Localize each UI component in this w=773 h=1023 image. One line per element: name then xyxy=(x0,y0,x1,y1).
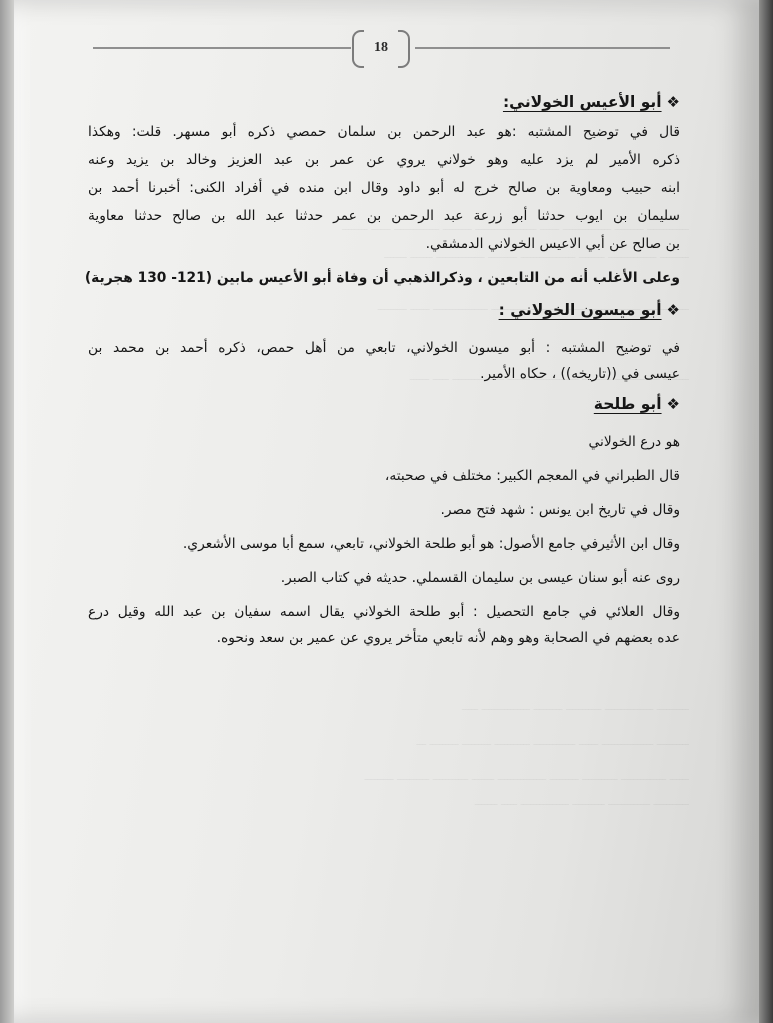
text-line: قال الطبراني في المعجم الكبير: مختلف في صحبته، xyxy=(384,468,680,484)
text-line: بن صالح عن أبي الاعيس الخولاني الدمشقي. xyxy=(425,236,680,252)
bleed-through-text xyxy=(104,770,689,783)
paragraph xyxy=(88,120,680,256)
page-number-frame xyxy=(352,30,410,66)
text-line: ابنه حبيب ومعاوية بن صالح خرج له أبو داود وقال ابن منده في أفراد الكنى: أخبرنا أحمد بن xyxy=(88,180,680,196)
header-rule-right xyxy=(415,47,670,49)
text-line: وعلى الأغلب أنه من التابعين ، وذكرالذهبي أن وفاة أبو الأعيس مابين (121- 130 هجرية) xyxy=(84,270,680,286)
page-right-edge xyxy=(759,0,773,1023)
header-rule-left xyxy=(93,47,351,49)
diamond-bullet-icon: ❖ xyxy=(666,395,680,413)
paragraph xyxy=(88,336,680,386)
section-title: أبو طلحة xyxy=(593,395,662,413)
paragraph xyxy=(88,498,680,522)
section-title: أبو الأعيس الخولاني: xyxy=(502,93,662,111)
text-line: سليمان بن ايوب حدثنا أبو زرعة عبد الرحمن بن عمر حدثنا عبد الله بن صالح حدثنا معاوية xyxy=(88,208,680,224)
diamond-bullet-icon: ❖ xyxy=(666,93,680,111)
text-line: وقال العلائي في جامع التحصيل : أبو طلحة الخولاني يقال اسمه سفيان بن عبد الله وقيل درع xyxy=(88,604,680,620)
text-line: هو درع الخولاني xyxy=(588,434,680,450)
page-content xyxy=(84,90,680,650)
bleed-through-text xyxy=(104,700,689,713)
section-heading-abu-al-ayyis xyxy=(88,90,680,114)
page-number: 18 xyxy=(374,40,388,55)
text-line: وقال ابن الأثيرفي جامع الأصول: هو أبو طلحة الخولاني، تابعي، سمع أبا موسى الأشعري. xyxy=(182,536,680,552)
bracket-left xyxy=(352,30,364,68)
bleed-through-text xyxy=(104,795,689,808)
text-line: في توضيح المشتبه : أبو ميسون الخولاني، تابعي من أهل حمص، ذكره أحمد بن محمد بن xyxy=(88,340,680,356)
paragraph xyxy=(88,464,680,488)
paragraph xyxy=(84,266,680,290)
text-line: وقال في تاريخ ابن يونس : شهد فتح مصر. xyxy=(440,502,680,518)
text-line: ذكره الأمير لم يزد عليه وهو خولاني يروي عن عمر بن عبد العزيز وخالد بن يزيد وعنه xyxy=(88,152,680,168)
text-line: قال في توضيح المشتبه :هو عبد الرحمن بن سلمان حمصي ذكره أبو مسهر. قلت: وهكذا xyxy=(88,124,680,140)
paragraph xyxy=(88,600,680,650)
paragraph xyxy=(88,566,680,590)
text-line: عيسى في ((تاريخه)) ، حكاه الأمير. xyxy=(480,366,680,382)
bleed-through-text xyxy=(104,735,689,748)
text-line: عده بعضهم في الصحابة وهو وهم لأنه تابعي متأخر يروي عن عمير بن سعد ونحوه. xyxy=(216,630,680,646)
section-heading-abu-maysun xyxy=(88,298,680,322)
section-title: أبو ميسون الخولاني : xyxy=(498,301,662,319)
paragraph xyxy=(88,532,680,556)
section-heading-abu-talha xyxy=(88,392,680,416)
bracket-right xyxy=(398,30,410,68)
paragraph xyxy=(88,430,680,454)
page-left-edge xyxy=(0,0,14,1023)
diamond-bullet-icon: ❖ xyxy=(666,301,680,319)
text-line: روى عنه أبو سنان عيسى بن سليمان القسملي. حديثه في كتاب الصبر. xyxy=(280,570,680,586)
